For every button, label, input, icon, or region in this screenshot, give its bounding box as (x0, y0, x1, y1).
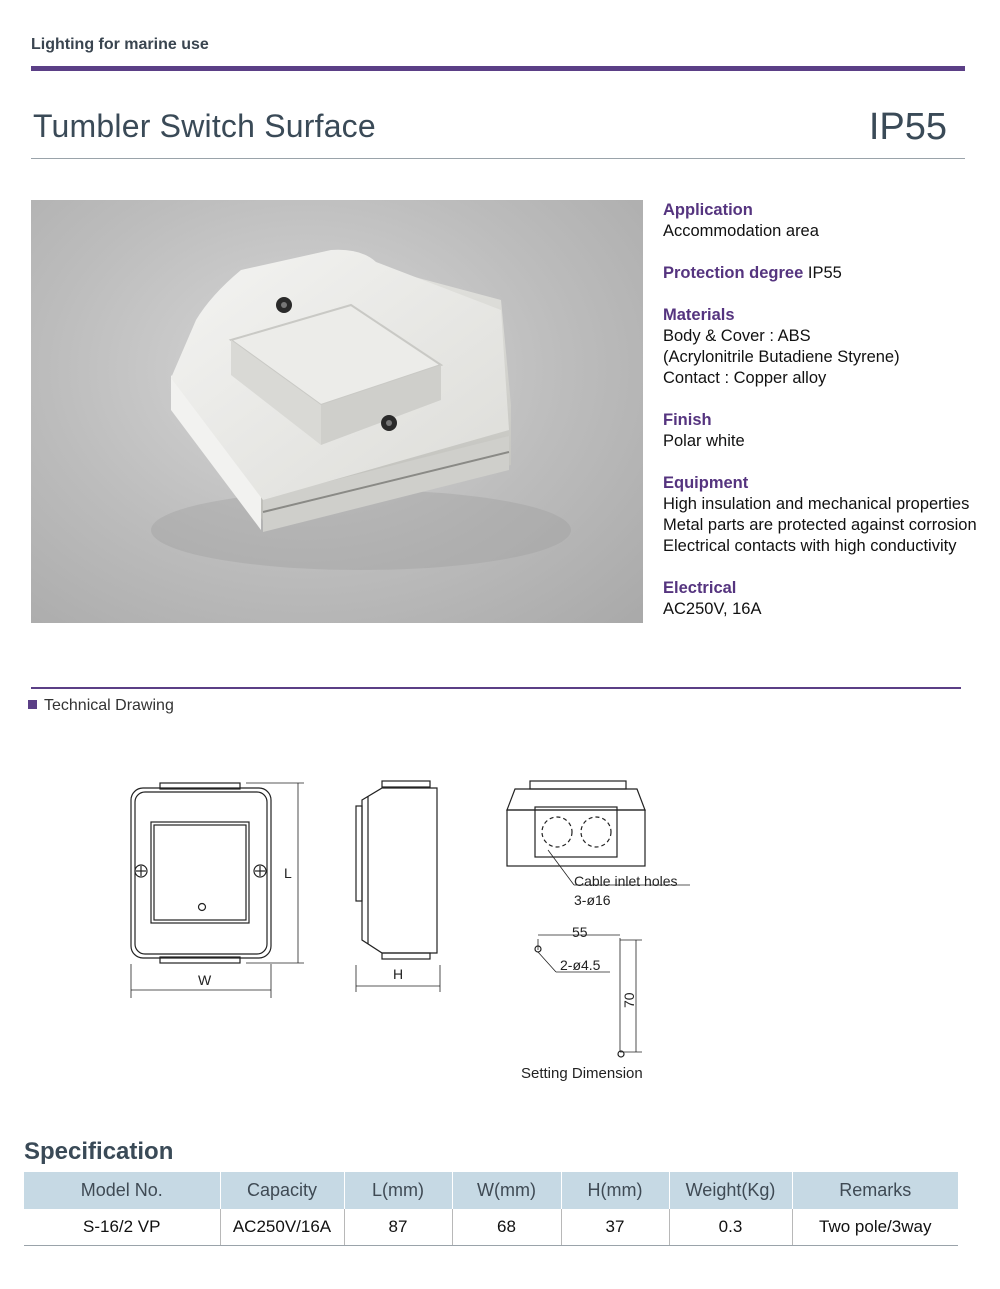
bottom-view (507, 781, 690, 885)
technical-heading-text: Technical Drawing (44, 697, 174, 714)
detail-value: AC250V, 16A (663, 600, 762, 618)
table-header-cell: Capacity (220, 1172, 344, 1209)
dim-w-label: W (198, 972, 212, 988)
product-details (663, 200, 993, 641)
ip-rating: IP55 (868, 106, 947, 148)
detail-application (663, 200, 993, 242)
table-cell: AC250V/16A (220, 1209, 344, 1245)
table-header-cell: Model No. (24, 1172, 220, 1209)
table-cell: Two pole/3way (792, 1209, 958, 1245)
table-cell: 37 (561, 1209, 669, 1245)
detail-label: Application (663, 201, 753, 219)
detail-value: Polar white (663, 432, 745, 450)
technical-drawing (0, 760, 1000, 1100)
specification-title: Specification (24, 1138, 174, 1165)
specification-table (24, 1172, 958, 1246)
cable-inlet-spec: 3-ø16 (574, 892, 611, 908)
detail-value: Contact : Copper alloy (663, 369, 827, 387)
setting-dimension-label: Setting Dimension (521, 1065, 643, 1082)
technical-drawing-heading (28, 697, 174, 715)
detail-value: IP55 (807, 264, 842, 282)
detail-label: Electrical (663, 579, 737, 597)
detail-value: Accommodation area (663, 222, 819, 240)
detail-value: Metal parts are protected against corrosion (663, 516, 977, 534)
table-cell: 0.3 (669, 1209, 792, 1245)
table-header-cell: W(mm) (452, 1172, 561, 1209)
cable-inlet-label: Cable inlet holes (574, 873, 678, 889)
setting-width-label: 55 (572, 924, 588, 940)
header-divider (31, 66, 965, 71)
bullet-square-icon (28, 700, 37, 709)
front-view (131, 783, 304, 998)
table-header-cell: L(mm) (344, 1172, 452, 1209)
table-header-row (24, 1172, 958, 1209)
detail-label: Equipment (663, 474, 749, 492)
detail-label: Protection degree (663, 264, 804, 282)
setting-height-label: 70 (621, 992, 637, 1008)
setting-holes-label: 2-ø4.5 (560, 957, 601, 973)
category-label: Lighting for marine use (31, 36, 209, 53)
detail-finish (663, 410, 993, 452)
table-row (24, 1209, 958, 1245)
detail-electrical (663, 578, 993, 620)
side-view (356, 781, 440, 992)
dim-h-label: H (393, 966, 404, 982)
detail-value: Body & Cover : ABS (663, 327, 811, 345)
table-header-cell: H(mm) (561, 1172, 669, 1209)
detail-value: High insulation and mechanical properties (663, 495, 970, 513)
table-cell: 87 (344, 1209, 452, 1245)
technical-divider (31, 687, 961, 689)
title-divider (31, 158, 965, 159)
detail-value: Electrical contacts with high conductivity (663, 537, 957, 555)
switch-image (31, 200, 643, 623)
table-header-cell: Remarks (792, 1172, 958, 1209)
product-title: Tumbler Switch Surface (33, 108, 376, 144)
detail-label: Materials (663, 306, 735, 324)
product-photo (31, 200, 643, 623)
table-cell: 68 (452, 1209, 561, 1245)
detail-equipment (663, 473, 993, 557)
detail-value: (Acrylonitrile Butadiene Styrene) (663, 348, 900, 366)
table-header-cell: Weight(Kg) (669, 1172, 792, 1209)
detail-protection (663, 263, 993, 284)
detail-materials (663, 305, 993, 389)
dim-l-label: L (284, 865, 292, 881)
table-cell: S-16/2 VP (24, 1209, 220, 1245)
detail-label: Finish (663, 411, 712, 429)
